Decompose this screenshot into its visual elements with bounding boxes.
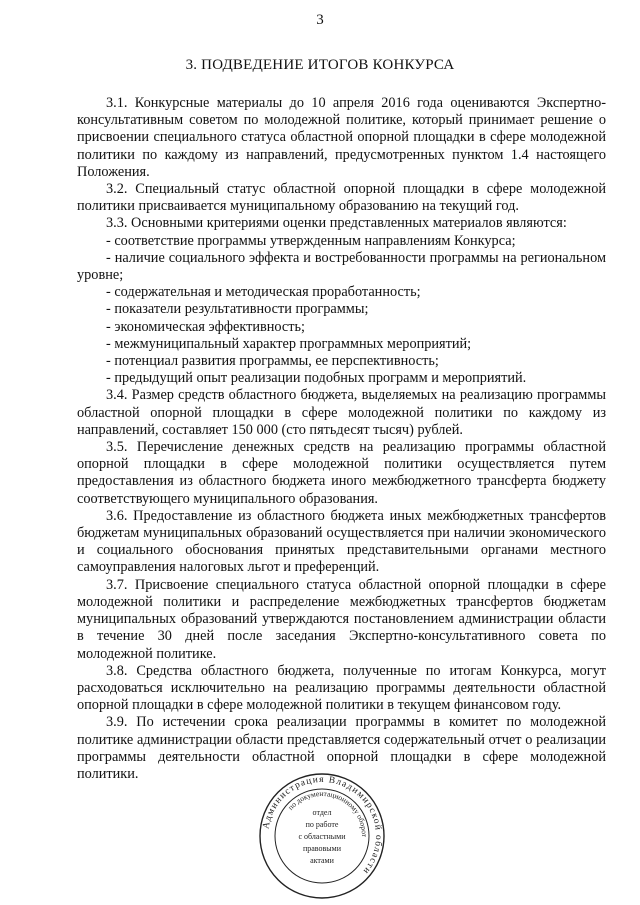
paragraph-3-3: 3.3. Основными критериями оценки представленных материалов являются: — [106, 215, 567, 232]
criteria-item: - содержательная и методическая проработанность; — [106, 284, 421, 301]
page-number: 3 — [316, 12, 324, 28]
criteria-item: - наличие социального эффекта и востребованности программы на региональном уровне; — [77, 249, 606, 284]
stamp-center-line: по работе — [305, 820, 339, 829]
criteria-item: - соответствие программы утвержденным направлениям Конкурса; — [106, 232, 516, 249]
criteria-item: - показатели результативности программы; — [106, 301, 369, 318]
paragraph-3-2: 3.2. Специальный статус областной опорной площадки в сфере молодежной политики присваивается муниципальному образованию на текущий год. — [77, 181, 606, 215]
paragraph-3-8: 3.8. Средства областного бюджета, полученные по итогам Конкурса, могут расходоваться исключительно на реализацию программы деятельности областной опорной площадки в сфере молодежной политики в текущем финансовом году. — [77, 662, 606, 714]
criteria-item: - межмуниципальный характер программных мероприятий; — [106, 335, 472, 352]
stamp-center-line: отдел — [312, 808, 332, 817]
paragraph-3-6: 3.6. Предоставление из областного бюджета иных межбюджетных трансфертов бюджетам муниципальных образований осуществляется при наличии экономического и социального обоснования принятых представительными органами местного самоуправления налоговых льгот и преференций. — [77, 507, 606, 576]
section-heading: 3. ПОДВЕДЕНИЕ ИТОГОВ КОНКУРСА — [185, 57, 455, 73]
document-body — [77, 95, 606, 783]
criteria-item: - экономическая эффективность; — [106, 318, 306, 335]
paragraph-3-7: 3.7. Присвоение специального статуса областной опорной площадки в сфере молодежной политики и распределение межбюджетных трансфертов бюджетам муниципальных образований утверждаются постановлением администрации области в течение 30 дней после заседания Экспертно-консультативного совета по молодежной политике. — [77, 576, 606, 662]
stamp-center-line: с областными — [298, 832, 346, 841]
official-stamp — [258, 772, 386, 900]
stamp-center-line: правовыми — [302, 844, 342, 853]
stamp-outer-text: Администрация Владимирской области — [261, 774, 384, 877]
stamp-center-line: актами — [310, 856, 334, 865]
paragraph-3-9: 3.9. По истечении срока реализации программы в комитет по молодежной политике администрации области представляется содержательный отчет о реализации программы деятельности областной опорной площадки в сфере молодежной политики. — [77, 714, 606, 782]
criteria-item: - предыдущий опыт реализации подобных программ и мероприятий. — [106, 370, 527, 387]
criteria-item: - потенциал развития программы, ее перспективность; — [106, 353, 439, 370]
paragraph-3-1: 3.1. Конкурсные материалы до 10 апреля 2016 года оцениваются Экспертно-консультативным советом по молодежной политике, который принимает решение о присвоении специального статуса областной опорной площадки в сфере молодежной политики по каждому из направлений, предусмотренных пунктом 1.4 настоящего Положения. — [77, 95, 606, 180]
paragraph-3-4: 3.4. Размер средств областного бюджета, выделяемых на реализацию программы областной опорной площадки в сфере молодежной политики по каждому из направлений, составляет 150 000 (сто пятьдесят тысяч) рублей. — [77, 387, 606, 438]
paragraph-3-5: 3.5. Перечисление денежных средств на реализацию программы областной опорной площадки в сфере молодежной политики осуществляется путем предоставления из областного бюджета иного межбюджетного трансферта бюджету соответствующего муниципального образования. — [77, 439, 606, 507]
stamp-inner-arc-text: по документационному оборот — [285, 788, 370, 838]
